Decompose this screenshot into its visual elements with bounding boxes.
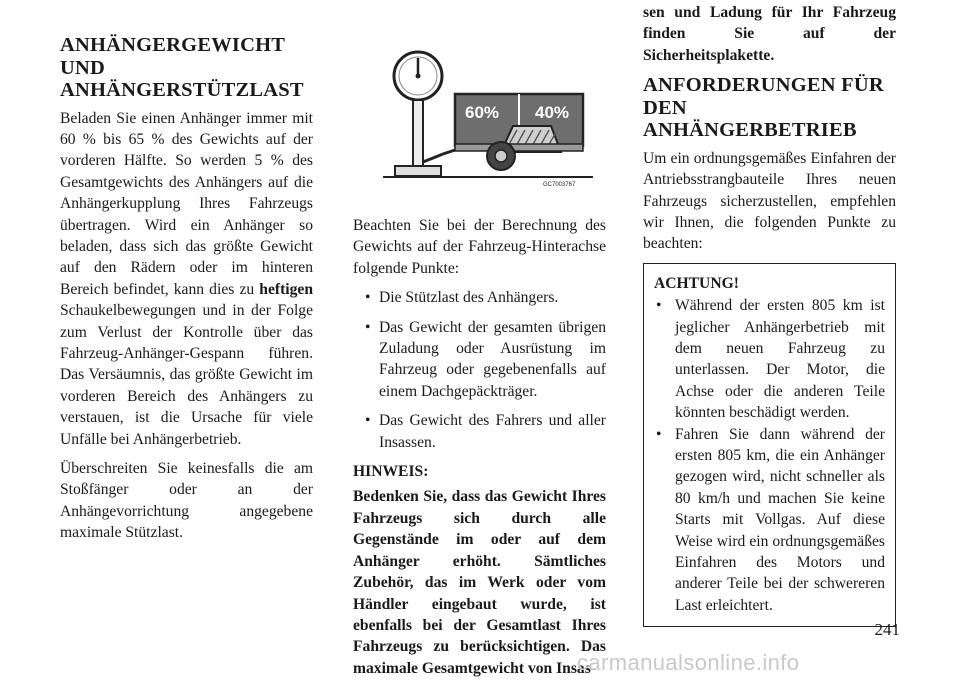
- column-middle: [353, 0, 606, 687]
- paragraph-loading: [60, 108, 313, 451]
- list-item: • Die Stützlast des Anhängers.: [353, 287, 606, 308]
- warning-box: [643, 263, 896, 628]
- section-heading-trailer-weight: [60, 34, 313, 102]
- heading-line: ANHÄNGERGEWICHT UND: [60, 34, 285, 79]
- heading-line: ANFORDERUNGEN FÜR: [643, 74, 884, 97]
- watermark: carmanualsonline.info: [577, 650, 800, 675]
- label-front-percent: 60%: [465, 103, 500, 122]
- page-number: 241: [874, 620, 900, 639]
- paragraph-rear-axle-intro: Beachten Sie bei der Berechnung des Gewichts auf der Fahrzeug-Hinterachse folgende Punkte:: [353, 217, 606, 277]
- figure-code: GC7003767: [543, 182, 576, 188]
- heading-line: ANHÄNGERSTÜTZLAST: [60, 79, 304, 101]
- paragraph-break-in: Um ein ordnungsgemäßes Einfahren der Antriebsstrangbauteile Ihres neuen Fahrzeugs sicherzustellen, empfehlen wir Ihnen, die folgenden Punkte zu beachten:: [643, 149, 896, 253]
- list-item: • Während der ersten 805 km ist jeglicher Anhängerbetrieb mit dem neuen Fahrzeug zu unterlassen. Der Motor, die Achse oder die anderen Teile könnten beschädigt werden.: [654, 295, 885, 423]
- text-run: Schaukelbewegungen und in der Folge zum Verlust der Kontrolle über das Fahrzeug-Anhänger-Gespann führen. Das Versäumnis, das größte Gewicht im vorderen Bereich des Anhängers zu verstauen, ist die Ursache für viele Unfälle bei Anhängerbetrieb.: [60, 302, 313, 448]
- paragraph-max-tongue-load: Überschreiten Sie keinesfalls die am Stoßfänger oder an der Anhängevorrichtung angegebene maximale Stützlast.: [60, 460, 313, 542]
- text-emphasis: heftigen: [259, 280, 313, 298]
- list-item: • Das Gewicht der gesamten übrigen Zuladung oder Ausrüstung im Fahrzeug oder gegebenenfalls auf einem Dachgepäckträger.: [353, 317, 606, 403]
- section-heading-requirements: [643, 74, 896, 142]
- list-item: • Fahren Sie dann während der ersten 805 km, die ein Anhänger gezogen wird, nicht schneller als 80 km/h und machen Sie keine Starts mit Vollgas. Auf diese Weise wird ein ordnungsgemäßes Einfahren des Motors und anderer Teile bei der schwereren Last erleichtert.: [654, 424, 885, 617]
- list-item: • Das Gewicht des Fahrers und aller Insassen.: [353, 410, 606, 453]
- column-left: [60, 34, 313, 552]
- text-run: Beladen Sie einen Anhänger immer mit 60 % bis 65 % des Gewichts auf der vorderen Hälfte. So werden 5 % des Gesamtgewichts des Anhängers auf die Anhängerkupplung Ihres Fahrzeugs übertragen. Wird ein Anhänger so beladen, dass sich das größte Gewicht auf den Rädern oder im hinteren Bereich befindet, kann dies zu: [60, 109, 313, 298]
- column-right: [643, 0, 896, 627]
- label-rear-percent: 40%: [535, 103, 570, 122]
- heading-line: DEN ANHÄNGERBETRIEB: [643, 96, 857, 142]
- warning-list: [654, 295, 885, 616]
- bullet-list-rear-axle: [353, 287, 606, 453]
- continuation-text: sen und Ladung für Ihr Fahrzeug finden Sie auf der Sicherheitsplakette.: [643, 4, 896, 64]
- note-label: HINWEIS:: [353, 463, 429, 481]
- warning-title: ACHTUNG!: [654, 274, 739, 292]
- note-text: Bedenken Sie, dass das Gewicht Ihres Fahrzeugs sich durch alle Gegenstände im oder auf dem Anhänger erhöht. Sämtliches Zubehör, das im Werk oder vom Händler eingebaut wurde, ist ebenfalls bei der Gesamtlast Ihres Fahrzeugs zu berücksichtigen. Das maximale Gesamtgewicht von Insas-: [353, 488, 606, 677]
